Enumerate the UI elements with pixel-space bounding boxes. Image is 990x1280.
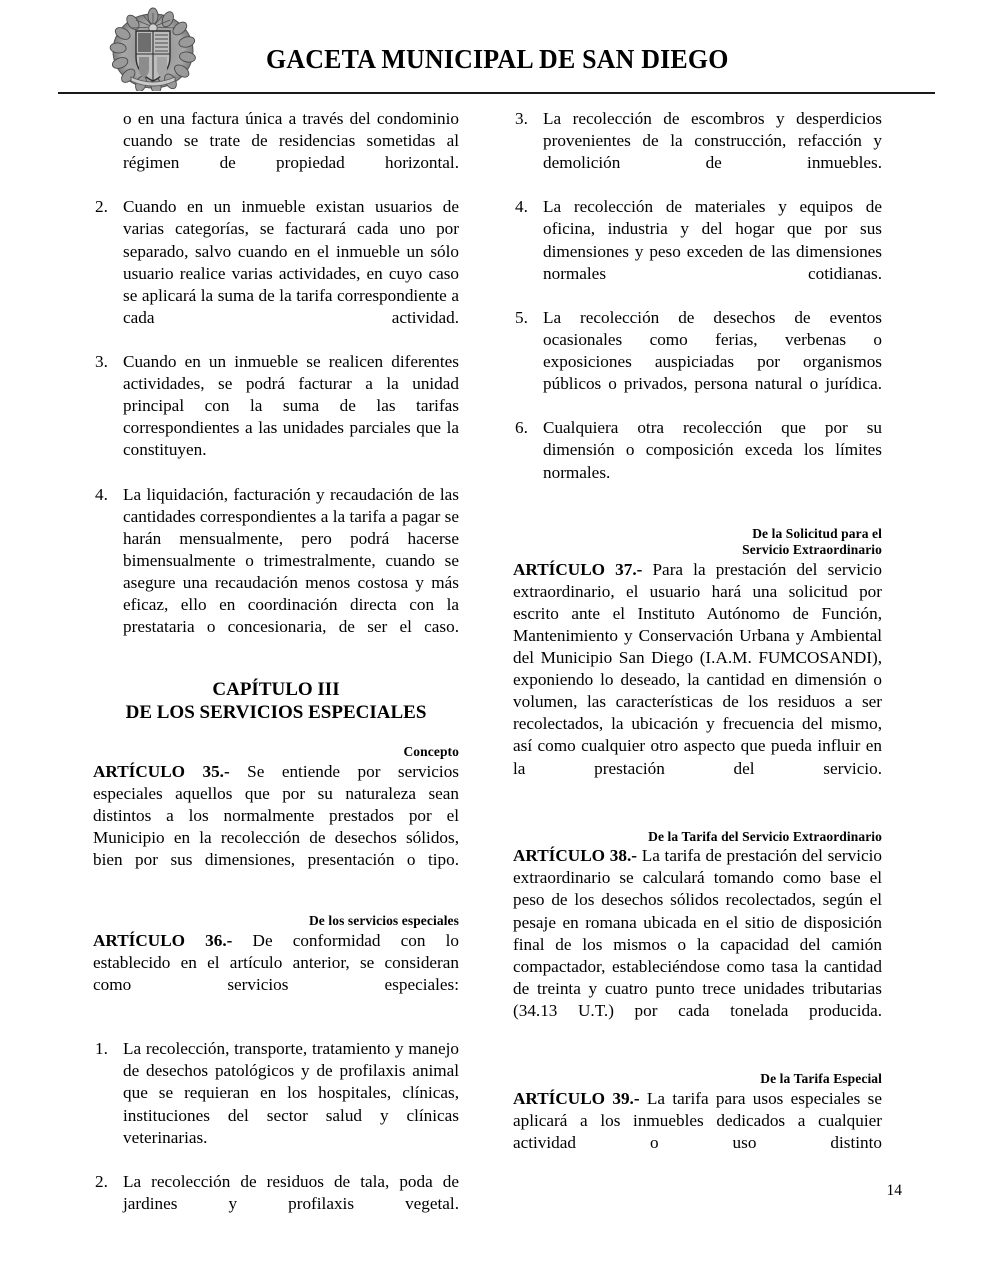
list-item-text: Cuando en un inmueble existan usuarios de varias categorías, se facturará cada uno por separado, salvo cuando en el inmueble un sólo usuario realice varias actividades, en cuyo caso se aplicará la suma de la tarifa correspondiente a cada actividad. bbox=[123, 197, 459, 327]
article-caption bbox=[513, 526, 882, 559]
article-label: ARTÍCULO 36.- bbox=[93, 930, 233, 950]
article-text: Para la prestación del servicio extraordinario, el usuario hará una solicitud por escrito ante el Instituto Autónomo de Función, Mantenimiento y Conservación Urbana y Ambiental del Municipio San Diego (I.A.M. FUMCOSANDI), exponiendo lo deseado, la cantidad en dimensión o volumen, las características de los residuos a ser recolectados, la ubicación y frecuencia del mismo, así como cualquier otro aspecto que pueda influir en la prestación del servicio. bbox=[513, 559, 882, 778]
chapter-heading bbox=[93, 678, 459, 724]
article-text: Se entiende por servicios especiales aquellos que por su naturaleza sean distintos a los normalmente prestados por el Municipio en la recolección de desechos sólidos, bien por sus dimensiones, presentación o tipo. bbox=[93, 761, 459, 870]
spacer bbox=[93, 1018, 459, 1038]
spacer bbox=[93, 893, 459, 913]
list-item bbox=[513, 196, 882, 306]
list-item-number: 3. bbox=[515, 109, 528, 128]
article-caption: De los servicios especiales bbox=[308, 913, 459, 929]
chapter-number: CAPÍTULO III bbox=[212, 679, 340, 701]
list-item bbox=[93, 1171, 459, 1237]
list-item-text: Cualquiera otra recolección que por su dimensión o composición exceda los límites normales. bbox=[543, 418, 882, 482]
list-item bbox=[93, 484, 459, 661]
article-38 bbox=[513, 845, 882, 1044]
list-item-number: 4. bbox=[515, 197, 528, 217]
list-item bbox=[93, 351, 459, 484]
list-item-text: La recolección de residuos de tala, poda de jardines y profilaxis vegetal. bbox=[123, 1171, 459, 1213]
article-label: ARTÍCULO 38.- bbox=[513, 846, 637, 866]
list-item-text: La liquidación, facturación y recaudación de las cantidades correspondientes a la tarifa a pagar se harán mensualmente, pero podrá hacerse bimensualmente o trimestralmente, cuando se asegure una recaudación menos costosa y más eficaz, ello en coordinación directa con la prestataria o concesionaria, de ser el caso. bbox=[123, 484, 459, 637]
article-label: ARTÍCULO 39.- bbox=[513, 1088, 640, 1108]
article-caption: De la Tarifa Especial bbox=[760, 1071, 882, 1087]
list-item bbox=[93, 1038, 459, 1171]
list-item-number: 2. bbox=[95, 1171, 108, 1191]
article-text: La tarifa para usos especiales se aplicará a los inmuebles dedicados a cualquier actividad o uso distinto bbox=[513, 1088, 882, 1152]
list-item bbox=[513, 307, 882, 417]
list-item bbox=[93, 196, 459, 351]
article-35 bbox=[93, 761, 459, 894]
list-item-text: La recolección de desechos de eventos ocasionales como ferias, verbenas o exposiciones auspiciadas por organismos públicos o privados, persona natural o jurídica. bbox=[543, 307, 882, 394]
page-number: 14 bbox=[886, 1182, 902, 1199]
list-item-number: 1. bbox=[95, 1039, 108, 1059]
header-divider bbox=[58, 92, 935, 94]
paragraph-continuation: o en una factura única a través del condominio cuando se trate de residencias sometidas al régimen de propiedad horizontal. bbox=[123, 109, 459, 173]
list-item-number: 3. bbox=[95, 352, 108, 372]
spacer bbox=[513, 802, 882, 829]
list-item-number: 5. bbox=[515, 307, 528, 327]
list-item bbox=[513, 417, 882, 505]
left-column bbox=[93, 108, 459, 1237]
list-item-text: Cuando en un inmueble se realicen diferentes actividades, se podrá facturar a la unidad principal con la suma de las tarifas correspondientes a las unidades parciales que la constituyen. bbox=[123, 352, 459, 460]
right-column bbox=[513, 108, 882, 1176]
article-label: ARTÍCULO 37.- bbox=[513, 559, 643, 579]
article-caption: Concepto bbox=[403, 744, 459, 760]
article-caption: De la Tarifa del Servicio Extraordinario bbox=[648, 828, 882, 844]
article-36 bbox=[93, 930, 459, 1018]
article-37 bbox=[513, 559, 882, 802]
list-item-number: 2. bbox=[95, 197, 108, 217]
list-item-number: 6. bbox=[515, 418, 528, 438]
article-caption-line-1: De la Solicitud para el bbox=[752, 525, 882, 541]
article-label: ARTÍCULO 35.- bbox=[93, 761, 230, 781]
article-39 bbox=[513, 1088, 882, 1176]
spacer bbox=[513, 1044, 882, 1071]
article-text: La tarifa de prestación del servicio extraordinario se calculará tomando como base el peso de los desechos sólidos recolectados, según el pesaje en romana ubicada en el sitio de disposición final de los mismos o la capacidad del camión compactador, estableciéndose como tasa la cantidad de treinta y cuatro punto trece unidades tributarias (34.13 U.T.) por cada tonelada producida. bbox=[513, 846, 882, 1020]
masthead-title: GACETA MUNICIPAL DE SAN DIEGO bbox=[266, 44, 729, 74]
spacer bbox=[513, 506, 882, 526]
list-item-text: La recolección de materiales y equipos de oficina, industria y del hogar que por sus dimensiones y peso exceden de las dimensiones normales cotidianas. bbox=[543, 197, 882, 283]
list-item-text: La recolección de escombros y desperdicios provenientes de la construcción, refacción y demolición de inmuebles. bbox=[543, 109, 882, 173]
page-header bbox=[0, 0, 990, 95]
list-item-number: 4. bbox=[95, 484, 108, 504]
list-item-text: La recolección, transporte, tratamiento y manejo de desechos patológicos y de profilaxis animal que se requieran en los hospitales, clínicas, instituciones del sector salud y clínicas veterinarias. bbox=[123, 1039, 459, 1147]
spacer bbox=[93, 724, 459, 744]
article-text: De conformidad con lo establecido en el artículo anterior, se consideran como servicios especiales: bbox=[93, 930, 459, 995]
coat-of-arms-icon bbox=[103, 7, 203, 91]
article-caption-line-2: Servicio Extraordinario bbox=[742, 542, 882, 558]
chapter-title: DE LOS SERVICIOS ESPECIALES bbox=[125, 702, 427, 724]
list-item bbox=[513, 108, 882, 196]
